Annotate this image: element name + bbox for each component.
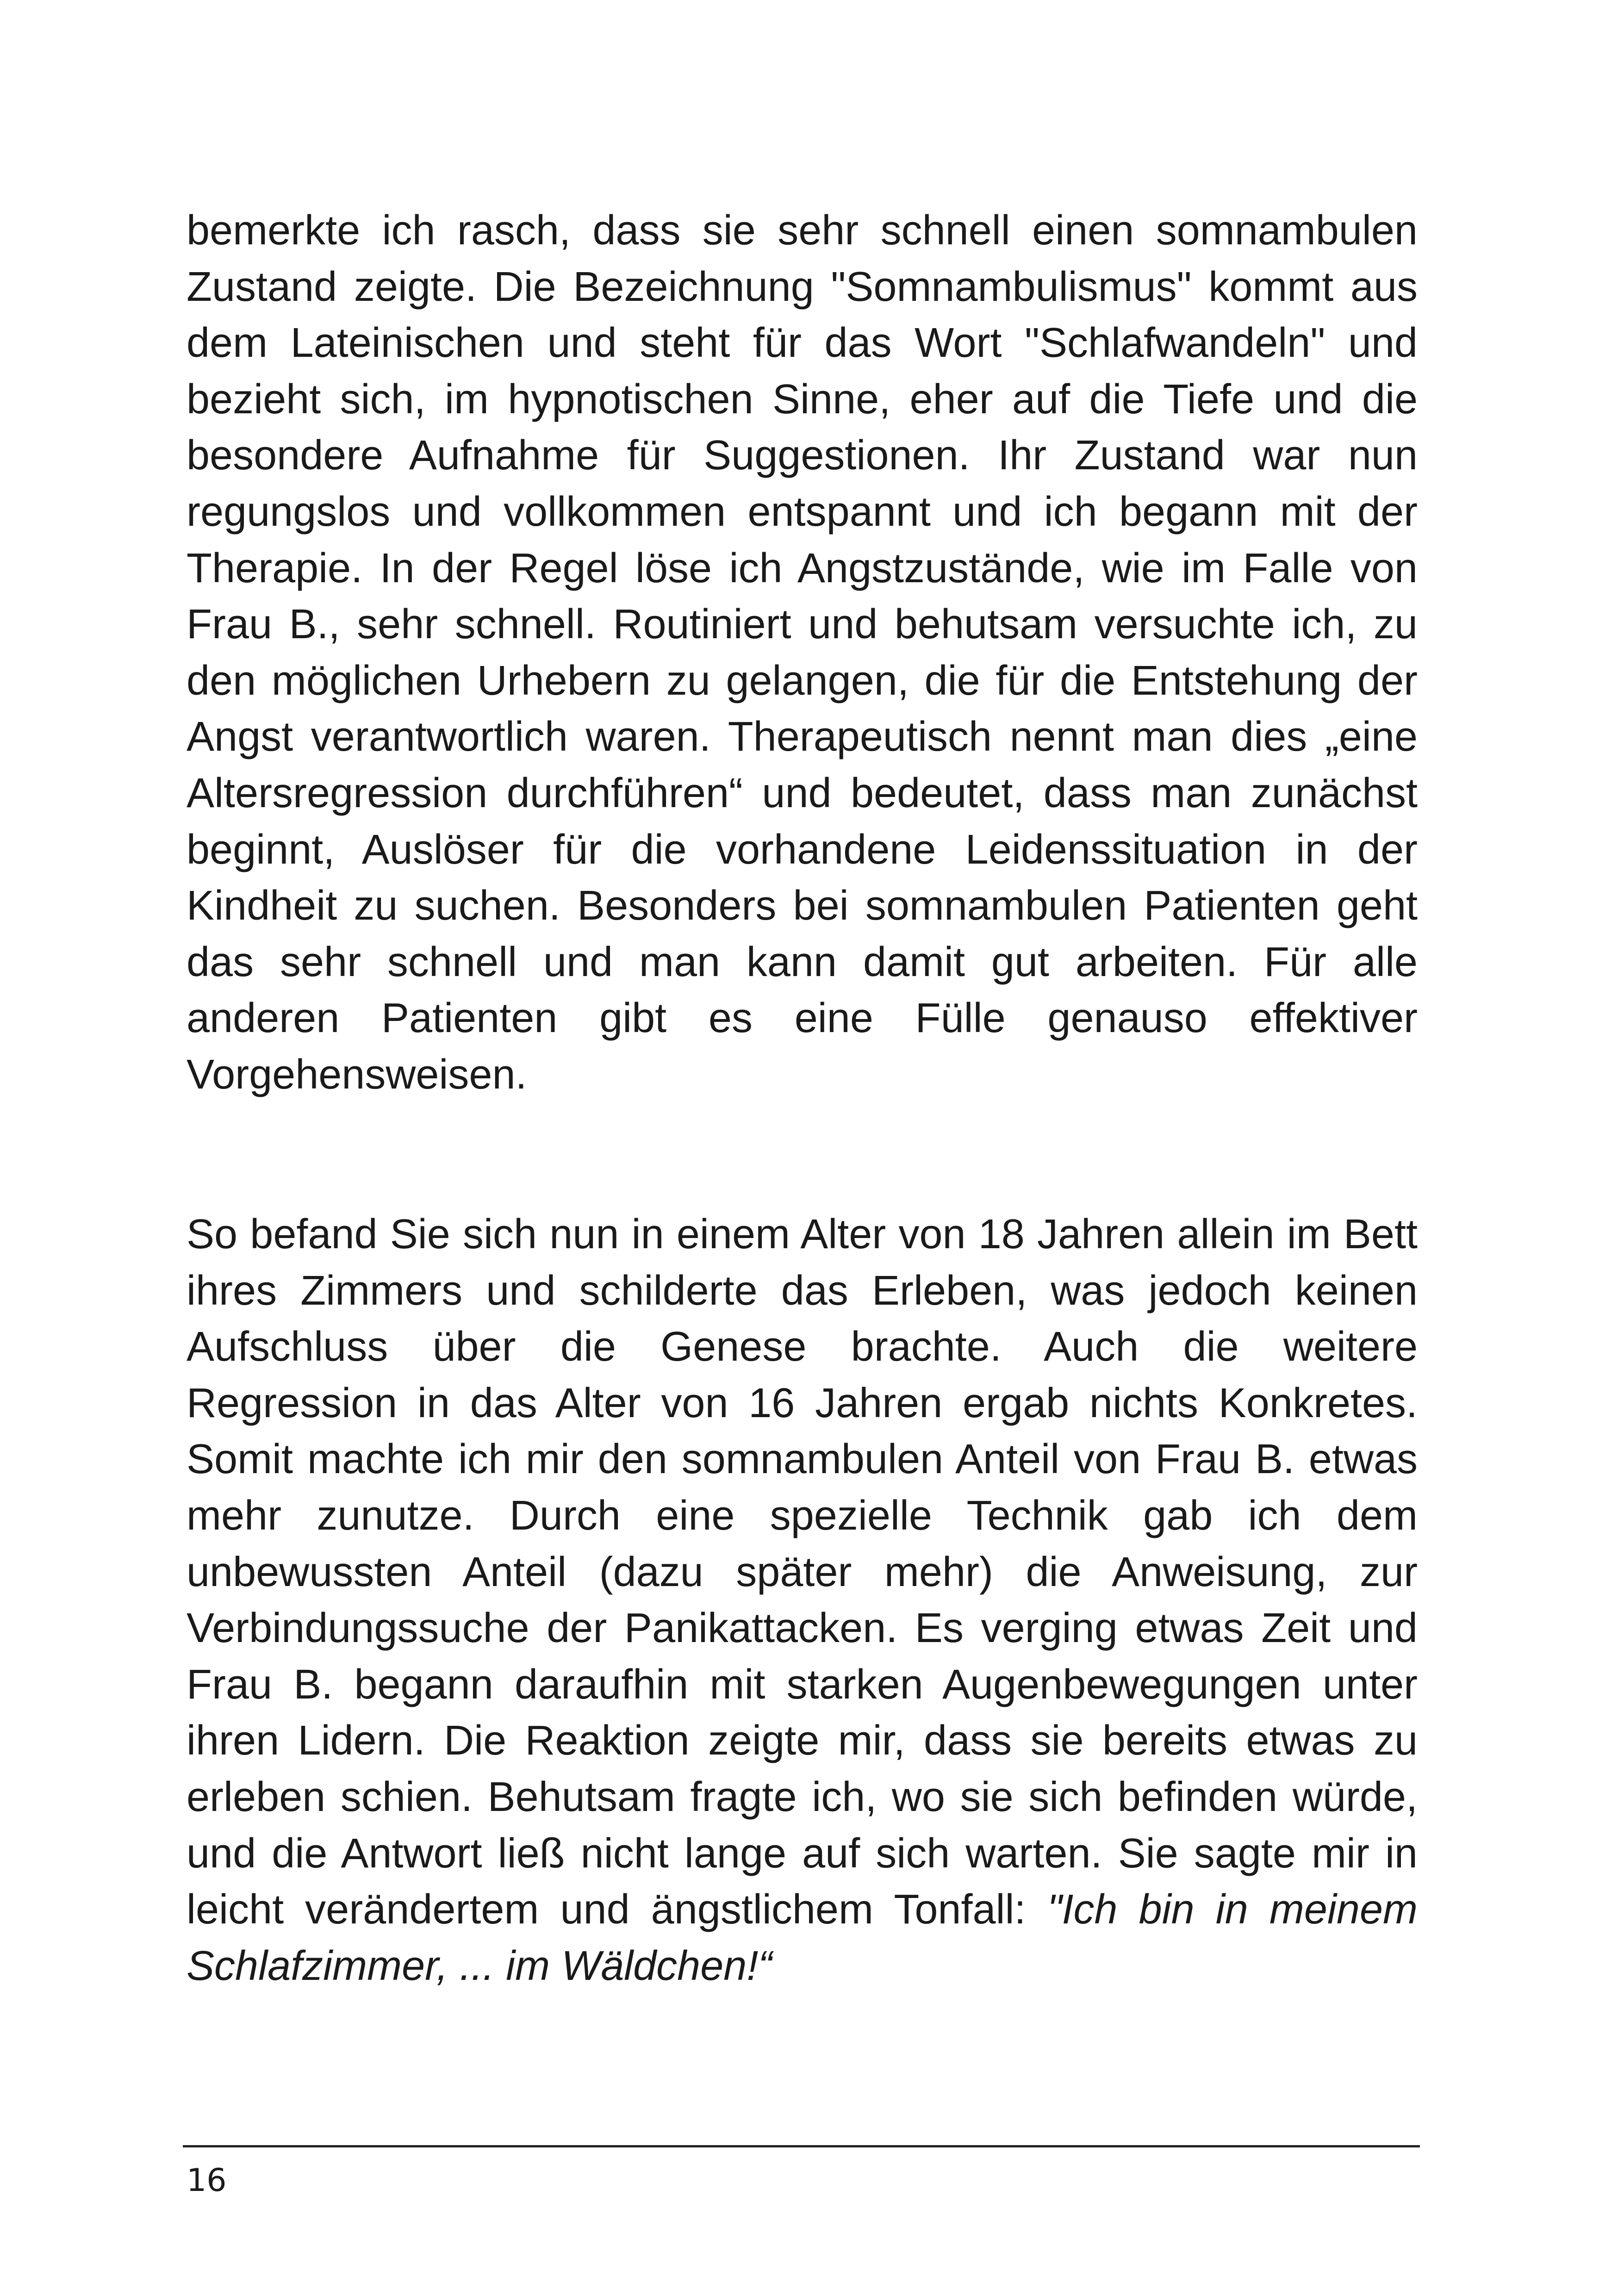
text-line: Regression in das Alter von 16 Jahren ergab nichts Konkretes. bbox=[187, 1380, 1418, 1426]
text-line: das sehr schnell und man kann damit gut arbeiten. Für alle bbox=[187, 939, 1418, 985]
italic-quote-line: Schlafzimmer, ... im Wäldchen!“ bbox=[187, 1942, 772, 1989]
paragraph-1 bbox=[187, 203, 1418, 1103]
text-line: ihren Lidern. Die Reaktion zeigte mir, dass sie bereits etwas zu bbox=[187, 1717, 1418, 1764]
italic-quote: "Ich bin in meinem bbox=[1047, 1886, 1418, 1933]
text-line: So befand Sie sich nun in einem Alter von 18 Jahren allein im Bett bbox=[187, 1211, 1418, 1257]
text-line: bezieht sich, im hypnotischen Sinne, eher auf die Tiefe und die bbox=[187, 376, 1418, 423]
text-line: unbewussten Anteil (dazu später mehr) die Anweisung, zur bbox=[187, 1549, 1418, 1595]
text-line: beginnt, Auslöser für die vorhandene Leidenssituation in der bbox=[187, 826, 1418, 873]
text-line: Frau B. begann daraufhin mit starken Augenbewegungen unter bbox=[187, 1661, 1418, 1708]
text-line: bemerkte ich rasch, dass sie sehr schnell einen somnambulen bbox=[187, 207, 1418, 254]
text-line: anderen Patienten gibt es eine Fülle genauso effektiver bbox=[187, 995, 1418, 1042]
text-line: Vorgehensweisen. bbox=[187, 1051, 527, 1098]
text-line: Altersregression durchführen“ und bedeutet, dass man zunächst bbox=[187, 770, 1418, 816]
text-line: Frau B., sehr schnell. Routiniert und behutsam versuchte ich, zu bbox=[187, 601, 1418, 648]
text-line: besondere Aufnahme für Suggestionen. Ihr Zustand war nun bbox=[187, 432, 1418, 479]
footer-divider bbox=[183, 2145, 1420, 2147]
text-line: erleben schien. Behutsam fragte ich, wo sie sich befinden würde, bbox=[187, 1773, 1418, 1820]
text-line: regungslos und vollkommen entspannt und ich begann mit der bbox=[187, 488, 1418, 535]
text-line: dem Lateinischen und steht für das Wort "Schlafwandeln" und bbox=[187, 320, 1418, 367]
text-line: mehr zunutze. Durch eine spezielle Technik gab ich dem bbox=[187, 1492, 1418, 1539]
text-line: Somit machte ich mir den somnambulen Anteil von Frau B. etwas bbox=[187, 1436, 1418, 1483]
text-line: den möglichen Urhebern zu gelangen, die für die Entstehung der bbox=[187, 657, 1418, 704]
page-number: 16 bbox=[187, 2162, 227, 2199]
text-line: ihres Zimmers und schilderte das Erleben, was jedoch keinen bbox=[187, 1267, 1418, 1314]
text-line: Zustand zeigte. Die Bezeichnung "Somnambulismus" kommt aus bbox=[187, 263, 1418, 310]
text-fragment: leicht verändertem und ängstlichem Tonfall: bbox=[187, 1886, 1047, 1933]
text-line: Therapie. In der Regel löse ich Angstzustände, wie im Falle von bbox=[187, 545, 1418, 591]
text-line: und die Antwort ließ nicht lange auf sich warten. Sie sagte mir in bbox=[187, 1830, 1418, 1877]
text-line: Aufschluss über die Genese brachte. Auch die weitere bbox=[187, 1324, 1418, 1370]
text-line: Verbindungssuche der Panikattacken. Es verging etwas Zeit und bbox=[187, 1605, 1418, 1652]
paragraph-2 bbox=[187, 1207, 1418, 1994]
text-line bbox=[187, 1882, 1418, 1938]
text-line: Angst verantwortlich waren. Therapeutisch nennt man dies „eine bbox=[187, 714, 1418, 760]
text-line: Kindheit zu suchen. Besonders bei somnambulen Patienten geht bbox=[187, 883, 1418, 929]
